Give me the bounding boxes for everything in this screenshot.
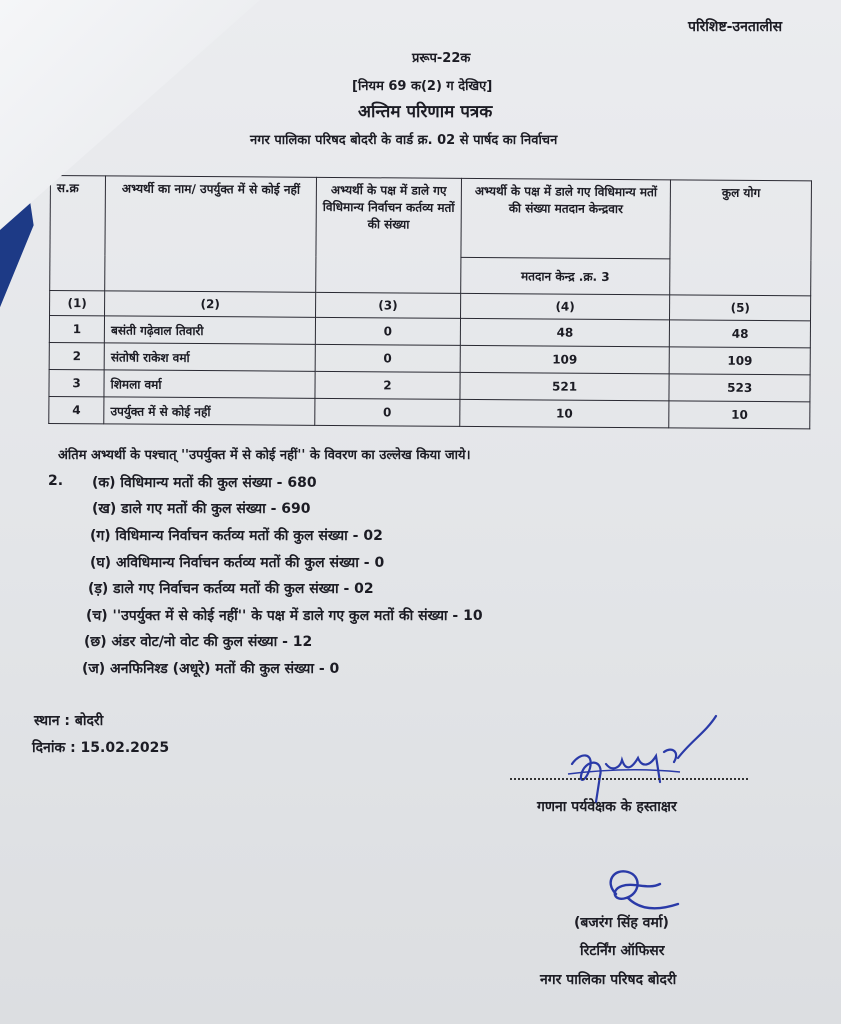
row-name: उपर्युक्त में से कोई नहीं	[104, 397, 315, 425]
row-name: संतोषी राकेश वर्मा	[104, 343, 315, 371]
document-title: अन्तिम परिणाम पत्रक	[358, 102, 493, 122]
header-postal: अभ्यर्थी के पक्ष में डाले गए विधिमान्य निर्वाचन कर्तव्य मतों की संख्या	[316, 177, 461, 293]
row-total: 10	[669, 401, 810, 429]
row-sno: 2	[49, 342, 104, 369]
results-table	[48, 175, 812, 429]
row-postal: 2	[315, 371, 460, 399]
row-total: 48	[670, 320, 811, 348]
counting-signature-label: गणना पर्यवेक्षक के हस्ताक्षर	[537, 799, 677, 815]
row-booth: 10	[459, 399, 669, 427]
row-name: बसंती गढ़ेवाल तिवारी	[104, 316, 315, 344]
header-row	[50, 176, 812, 260]
header-total: कुल योग	[670, 180, 811, 296]
document-subtitle: नगर पालिका परिषद बोदरी के वार्ड क्र. 02 से पार्षद का निर्वाचन	[250, 133, 558, 148]
table-row	[49, 396, 810, 428]
row-total: 523	[669, 374, 810, 402]
summary-item: (च) ''उपर्युक्त में से कोई नहीं'' के पक्ष में डाले गए कुल मतों की संख्या - 10	[86, 608, 483, 624]
summary-item: (ग) विधिमान्य निर्वाचन कर्तव्य मतों की कुल संख्या - 02	[90, 528, 383, 544]
header-booth-sub: मतदान केन्द्र .क्र. 3	[460, 257, 670, 294]
row-booth: 48	[460, 318, 670, 346]
row-postal: 0	[315, 317, 460, 345]
instruction-note: अंतिम अभ्यर्थी के पश्चात् ''उपर्युक्त में से कोई नहीं'' के विवरण का उल्लेख किया जाये।	[58, 448, 471, 463]
row-booth: 109	[460, 345, 670, 373]
row-sno: 1	[49, 316, 104, 343]
row-name: शिमला वर्मा	[104, 370, 315, 398]
row-postal: 0	[315, 398, 460, 426]
row-sno: 4	[49, 396, 104, 423]
officer-designation: रिटर्निंग ऑफिसर	[580, 943, 665, 959]
index-cell: (4)	[460, 293, 670, 319]
officer-name: (बजरंग सिंह वर्मा)	[574, 915, 669, 931]
signature-line	[510, 778, 748, 780]
form-number: प्ररूप-22क	[412, 51, 471, 66]
summary-item: (क) विधिमान्य मतों की कुल संख्या - 680	[92, 475, 317, 491]
row-postal: 0	[315, 344, 460, 372]
rule-reference: [नियम 69 क(2) ग देखिए]	[352, 79, 493, 94]
header-sno: स.क्र	[50, 176, 106, 291]
index-cell: (5)	[670, 295, 811, 321]
summary-number: 2.	[48, 473, 64, 489]
officer-office: नगर पालिका परिषद बोदरी	[540, 972, 677, 988]
header-right-title: परिशिष्ट-उनतालीस	[688, 19, 783, 35]
date-line: दिनांक : 15.02.2025	[32, 740, 170, 756]
index-cell: (2)	[105, 291, 316, 317]
row-sno: 3	[49, 369, 104, 396]
summary-item: (घ) अविधिमान्य निर्वाचन कर्तव्य मतों की कुल संख्या - 0	[90, 555, 385, 571]
row-total: 109	[670, 347, 811, 375]
summary-item: (ड़) डाले गए निर्वाचन कर्तव्य मतों की कुल संख्या - 02	[88, 581, 374, 597]
summary-item: (छ) अंडर वोट/नो वोट की कुल संख्या - 12	[84, 634, 313, 650]
row-booth: 521	[460, 372, 670, 400]
header-candidate: अभ्यर्थी का नाम/ उपर्युक्त में से कोई नहीं	[105, 176, 317, 292]
index-cell: (1)	[50, 291, 105, 316]
header-booth: अभ्यर्थी के पक्ष में डाले गए विधिमान्य मतों की संख्या मतदान केन्द्रवार	[461, 178, 671, 258]
index-cell: (3)	[316, 292, 461, 318]
summary-item: (ख) डाले गए मतों की कुल संख्या - 690	[92, 501, 311, 517]
summary-item: (ज) अनफिनिश्ड (अधूरे) मतों की कुल संख्या - 0	[82, 661, 340, 677]
place-line: स्थान : बोदरी	[34, 713, 104, 729]
